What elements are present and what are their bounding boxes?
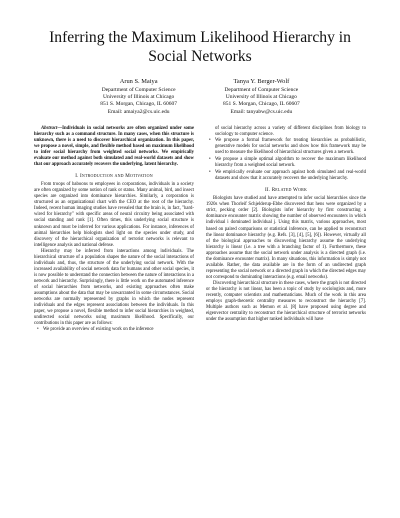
- bullet-icon: •: [209, 170, 211, 176]
- author-dept: Department of Computer Science: [101, 87, 176, 93]
- section-heading-related-work: II. Related Work: [264, 187, 308, 194]
- bullet-icon: •: [37, 327, 39, 333]
- abstract: [34, 126, 194, 168]
- bullet-icon: •: [209, 137, 211, 143]
- right-column: [206, 126, 366, 335]
- author-univ: University of Illinois at Chicago: [225, 94, 297, 101]
- paper-title: Inferring the Maximum Likelihood Hierarchy in Social Networks: [49, 29, 351, 65]
- list-item: [209, 170, 366, 182]
- paragraph: Biologists have studied and have attempted to infer social hierarchies since the 1920s when Thorleif Schjelderup-Ebbe discovered that hens were organized by a strict, pecking order [2]. Biologists infer hierarchy by first constructing a dominance encounter matrix showing the number of observed encounters in which individual i dominated individual j. Using this matrix, various approaches, most based on paired comparisons or statistical inference, can be applied to reconstruct the linear dominance hierarchy (e.g. Refs. [3], [4], [5], [6]). However, virtually all of the biological approaches to discovering hierarchy assume the underlying hierarchy is linear (i.e. a tree with a branching factor of 1). Furthermore, these approaches assume that the social network under analysis is a directed graph (i.e. the dominance encounter matrix). In many situations, this information is simply not available. Rather, the data available are in the form of an undirected graph representing the social network or a directed graph in which the directed edges may not correspond to dominating interactions (e.g. email networks).: [206, 196, 366, 280]
- list-item: [209, 137, 366, 156]
- contribution-list: [206, 138, 366, 182]
- author-2: [223, 78, 300, 116]
- abstract-text: —Individuals in social networks are often organized under some hierarchy such as a command structure. In many cases, when this structure is unknown, there is a need to discover hierarchical organization. In this paper, we propose a novel, simple, and flexible method based on maximum likelihood to infer social hierarchy from weighted social networks. We empirically evaluate our method against both simulated and real-world datasets and show that our approach accurately recovers the underlying, latent hierarchy.: [34, 125, 194, 168]
- contribution-list: [34, 327, 194, 333]
- two-column-body: [34, 126, 366, 335]
- author-block: [34, 78, 366, 116]
- list-item: [209, 157, 366, 169]
- author-addr: 851 S. Morgan, Chicago, IL 60607: [223, 101, 300, 108]
- section-heading-introduction: I. Introduction and Motivation: [75, 173, 153, 180]
- bullet-icon: •: [209, 157, 211, 163]
- paragraph: From troops of baboons to employees in corporations, individuals in a society are often organized by some notion of rank or status. Many animal, bird, and insect species are organized into dominance hierarchies. Similarly, a corporation is structured as an organizational chart with the CEO at the root of the hierarchy. Indeed, recent human imaging studies have revealed that the brain is, in fact, "hard-wired for hierarchy" with specific areas of neural circuitry being associated with social standing and rank [1]. Often times, this underlying social structure is unknown and must be inferred for various applications. For instance, inferences of animal hierarchies help biologists shed light on the species under study, and discovery of the hierarchical organization of terrorist networks is relevant to intelligence analysis and national defense.: [34, 182, 194, 248]
- list-item: [37, 327, 194, 333]
- list-item-text: We provide an overview of existing work on the inference: [43, 327, 154, 333]
- abstract-lead: Abstract: [41, 125, 58, 131]
- author-addr: 851 S. Morgan, Chicago, IL 60607: [100, 101, 177, 108]
- paragraph: Discovering hierarchical structure in these cases, where the graph is not directed or the hierarchy is not linear, has been a topic of study by sociologists and, more recently, computer scientists and mathematicians. Much of the work in this area employs graph-theoretic centrality measures to reconstruct the hierarchy [7]. Multiple authors such as Memon et al. [8] have proposed using degree and eigenvector centrality to reconstruct the hierarchical structure of terrorist networks under the assumption that higher ranked individuals will have: [206, 280, 366, 323]
- author-univ: University of Illinois at Chicago: [103, 94, 175, 101]
- author-1: [100, 78, 177, 116]
- left-column: [34, 126, 194, 335]
- author-name: Arun S. Maiya: [119, 78, 158, 85]
- list-item-text: We propose a simple optimal algorithm to recover the maximum likelihood hierarchy from a weighted social network.: [215, 157, 366, 169]
- author-dept: Department of Computer Science: [224, 87, 299, 93]
- paragraph: Hierarchy may be inferred from interactions among individuals. The hierarchical structure of a population shapes the nature of the social interactions of individuals and, thus, the structure of the underlying social network. With the increased availability of social network data for humans and other social species, it is now possible to understand the connection between the nature of interactions in a network and hierarchy. Surprisingly, there is little work on the automated inference of social hierarchies from networks, and existing approaches often make assumptions about the data that may be unwarranted in some circumstances. Social networks are normally represented by graphs in which the nodes represent individuals and the edges represent associations between the individuals. In this paper, we propose a novel, flexible method to infer social hierarchies in weighted, undirected social networks using maximum likelihood. Specifically, our contributions in this paper are as follows:: [34, 248, 194, 327]
- author-email: Email: tanyabw@cs.uic.edu: [230, 108, 293, 115]
- author-email: Email: amaiya2@cs.uic.edu: [107, 108, 170, 115]
- list-item-text: We propose a formal framework for treating hierarchies as probabilistic, generative models for social networks and show how this framework may be used to measure the likelihood of hierarchical structures given a network.: [215, 137, 366, 155]
- paragraph-continuation: of social hierarchy across a variety of different disciplines from biology to sociology to computer science.: [215, 125, 366, 137]
- list-item-text: We empirically evaluate our approach against both simulated and real-world datasets and show that it accurately recovers the underlying hierarchy.: [215, 170, 366, 182]
- author-name: Tanya Y. Berger-Wolf: [233, 78, 290, 85]
